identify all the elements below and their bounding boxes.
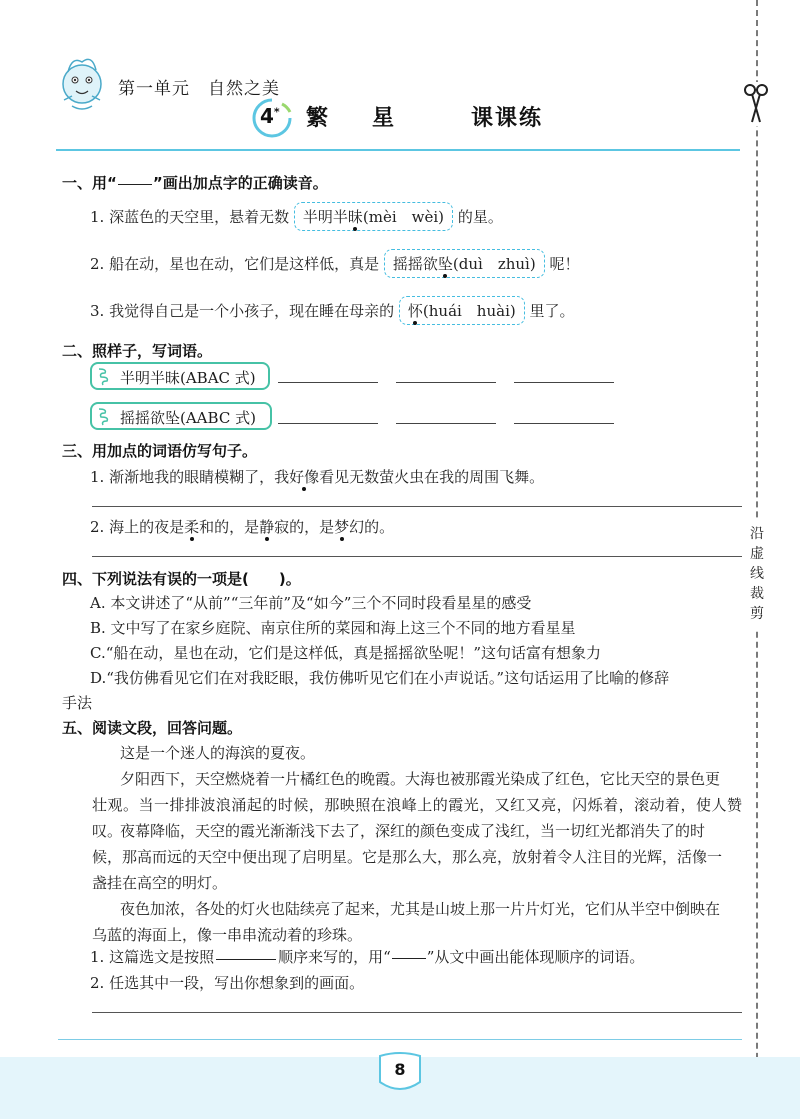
page-number: 8 [394,1060,406,1079]
section4-title: 四、下列说法有误的一项是( )。 [62,570,301,588]
passage-line: 夕阳西下，天空燃烧着一片橘红色的晚霞。大海也被那霞光染成了红色，它比天空的景色更 [120,770,721,788]
example-label: 半明半昧(ABAC 式) [120,369,256,387]
section5-q1: 1. 这篇选文是按照 顺序来写的，用“ ”从文中画出能体现顺序的词语。 [90,948,645,966]
passage-line: 乌蓝的海面上，像一串串流动着的珍珠。 [92,926,363,944]
section2-title: 二、照样子，写词语。 [62,342,213,360]
lesson-number: 4* [260,104,280,128]
option-c: C.“船在动，星也在动，它们是这样低，真是摇摇欲坠呢！”这句话富有想象力 [90,644,602,662]
answer-line[interactable] [92,1012,742,1013]
mascot-icon [58,50,106,112]
answer-blank[interactable] [514,382,614,383]
passage-line: 候，那高而远的天空中便出现了启明星。它是那么大，那么亮，放射着令人注目的光辉，活像一 [92,848,723,866]
spiral-icon [97,407,111,427]
answer-blank[interactable] [396,382,496,383]
answer-blank[interactable] [514,423,614,424]
section1-q3: 3. 我觉得自己是一个小孩子，现在睡在母亲的 怀(huái huài) 里了。 [90,296,575,325]
cut-label: 沿虚线裁剪 [748,520,766,628]
section1-title: 一、用“ ”画出加点字的正确读音。 [62,174,328,192]
lesson-title: 繁星 [306,106,439,131]
section3-q2: 2. 海上的夜是柔和的，是静寂的，是梦幻的。 [90,518,395,536]
section5-q2: 2. 任选其中一段，写出你想象到的画面。 [90,974,365,992]
passage-line: 盏挂在高空的明灯。 [92,874,228,892]
passage-line: 夜幕降临，天空的霞光渐渐浅下去了，深红的颜色变成了浅红，当一切红光都消失了的时 [120,822,706,840]
example-box [90,402,272,430]
lesson-mark: * [273,105,280,119]
option-d: D.“我仿佛看见它们在对我眨眼，我仿佛听见它们在小声说话。”这句话运用了比喻的修辞 [90,669,670,687]
unit-title: 第一单元 自然之美 [118,79,280,99]
footer-divider [58,1039,742,1040]
practice-label: 课课练 [471,106,544,131]
header-divider [56,149,740,151]
passage-line: 壮观。当一排排波浪涌起的时候，那映照在浪峰上的霞光，又红又亮，闪烁着，滚动着，使人赞叹。 [92,796,742,840]
section3-q1: 1. 渐渐地我的眼睛模糊了，我好像看见无数萤火虫在我的周围飞舞。 [90,468,545,486]
option-b: B. 文中写了在家乡庭院、南京住所的菜园和海上这三个不同的地方看星星 [90,619,576,637]
example-box [90,362,270,390]
answer-blank[interactable] [396,423,496,424]
answer-line[interactable] [92,506,742,507]
section5-title: 五、阅读文段，回答问题。 [62,719,243,737]
scissors-icon [742,82,770,126]
option-d-continued: 手法 [62,694,93,712]
spiral-icon [97,367,111,387]
answer-line[interactable] [92,556,742,557]
pronunciation-box: 怀(huái huài) [399,296,525,325]
section1-q2: 2. 船在动，星也在动，它们是这样低，真是 摇摇欲坠(duì zhuì) 呢！ [90,249,580,278]
example-label: 摇摇欲坠(AABC 式) [120,409,256,427]
answer-blank[interactable] [216,959,276,960]
pronunciation-box: 半明半昧(mèi wèi) [294,202,453,231]
pronunciation-box: 摇摇欲坠(duì zhuì) [384,249,545,278]
section3-title: 三、用加点的词语仿写句子。 [62,442,258,460]
section1-q1: 1. 深蓝色的天空里，悬着无数 半明半昧(mèi wèi) 的星。 [90,202,503,231]
answer-blank[interactable] [278,382,378,383]
passage-line: 这是一个迷人的海滨的夏夜。 [120,744,316,762]
option-a: A. 本文讲述了“从前”“三年前”及“如今”三个不同时段看星星的感受 [90,594,532,612]
answer-blank[interactable] [278,423,378,424]
passage-line: 夜色加浓，各处的灯火也陆续亮了起来，尤其是山坡上那一片片灯光，它们从半空中倒映在 [120,900,721,918]
